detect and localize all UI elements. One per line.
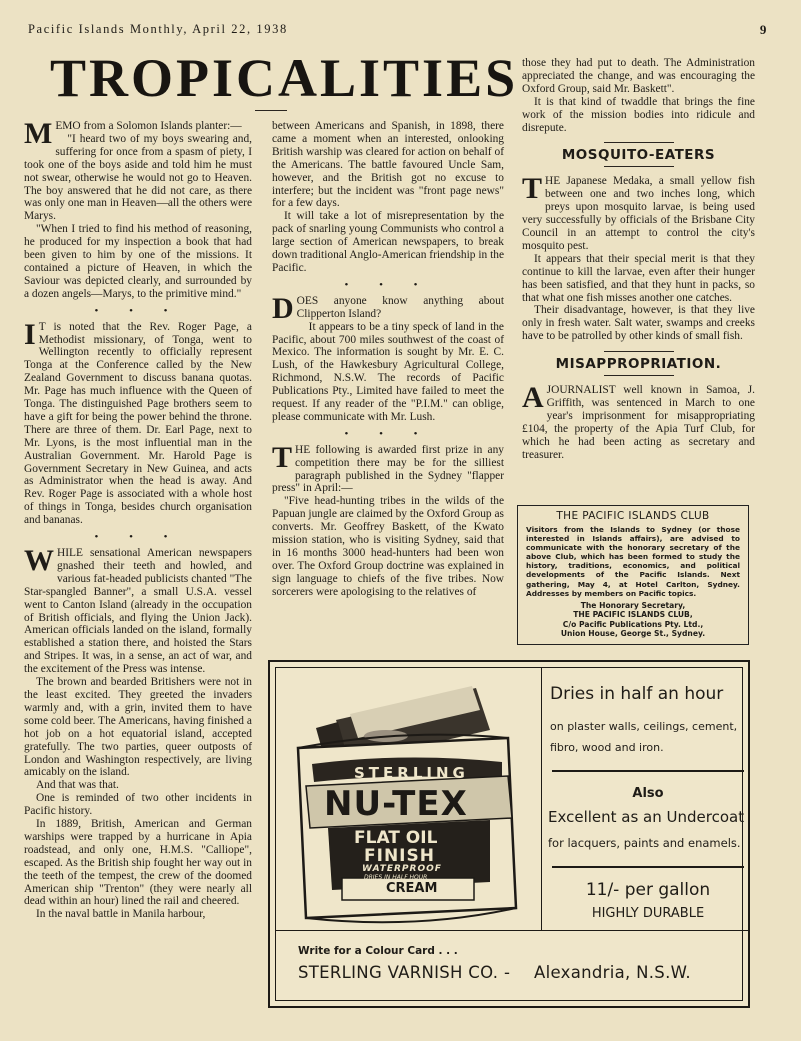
can-line-1: FLAT OIL [354,828,438,848]
column-1 [24,117,252,921]
paragraph: It appears to be a tiny speck of land in the Pacific, about 700 miles southwest of the coast of Mexico. The information is sought by Mr. E. C. Lush, of the Hawkesbury Agricultural College, Richmond, N.S.W. The records of Pacific Publications Pty., Limited have failed to meet the request. If any reader of the "P.I.M." can oblige, please communicate with Mr. Lush. [272,320,504,423]
club-title: THE PACIFIC ISLANDS CLUB [556,510,710,522]
ad-surfaces: on plaster walls, ceilings, cement, fibro, wood and iron. [550,720,738,754]
drop-cap: D [272,291,294,325]
section-separator: • • • [344,427,432,440]
section-separator: • • • [344,278,432,291]
paragraph: those they had put to death. The Administration appreciated the change, and was encouraging the Oxford Group, said Mr. Baskett". [522,57,755,95]
ad-write-line: Write for a Colour Card . . . [298,945,458,957]
can-line-4: DRIES IN HALF HOUR [364,874,428,881]
ad-address: Alexandria, N.S.W. [534,963,691,982]
running-header [28,22,768,42]
paragraph: In the naval battle in Manila harbour, [36,908,206,921]
paragraph: "Five head-hunting tribes in the wilds of the Papuan jungle are claimed by the Oxford Group as converts. Mr. Geoffrey Baskett, of the Kwato mission station, who is visiting Sydney, said that in 16 months 3000 head-hunters had been won over. The Oxford Group doctrine was explained in sign language to chiefs of the five tribes. Now sorcerers were apologising to the relatives of [272,495,504,598]
can-line-2: FINISH [364,846,435,866]
paragraph: I T is noted that the Rev. Roger Page, a Methodist missionary, of Tonga, went to Wellington recently to officially represent Tonga at the Conference called by the New Zealand Government to discuss banana quotas. Mr. Page has much influence with the Queen of Tonga. The distinguished Page brothers seem to have a gift for being the power behind the throne. There are three of them. Dr. Earl Page, next to Mr. Lyons, is the most influential man in the Australian Government. Mr. Harold Page is Government Secretary in New Guinea, and acts as Administrator when the head is away. And Rev. Roger Page is associated with a whole host of things in Tonga, besides church organisation and bananas. [24,317,252,527]
club-signature: The Honorary Secretary, THE PACIFIC ISLANDS CLUB, C/o Pacific Publications Pty. Ltd., Union House, George St., Sydney. [560,600,706,638]
paragraph: "I heard two of my boys swearing and, suffering for once from a spasm of piety, I took one of the boys aside and told him he must not swear, otherwise he would not go to Heaven. The boy answered that he did not care, as there was only one man in Heaven—all the others were Marys. [24,132,252,223]
section-separator: • • • [94,304,182,317]
paragraph: THE following is awarded first prize in any competition there may be for the silliest paragraph published in the Sydney "flapper press" in April:— [272,440,504,495]
paragraph: The brown and bearded Britishers were not in the least excited. They greeted the invaders warmly and, with a grin, invited them to have some cold beer. The Americans, having finished a hot job on a hot equatorial island, accepted gratefully. The two parties, queer outposts of London and Washington respectively, are living amicably on the island. [24,676,252,779]
column-2 [272,120,504,599]
paragraph: AJOURNALIST well known in Samoa, J. Griffith, was sentenced in March to one year's imprisonment for misappropriating £104, the property of the Apia Turf Club, for which he had been acting as secretary and treasurer. [522,381,755,461]
drop-cap: A [522,381,544,415]
divider [552,866,744,868]
paragraph: WHILE sensational American newspapers gnashed their teeth and howled, and various fat-headed publicists chanted "The Star-spangled Banner", a small U.S.A. vessel went to Canton Island (already in the occupation of British officials, and flying the Union Jack). American officials landed on the island, formally established a station there, and hoisted the Stars and Stripes. It was, in a sense, an act of war, and the excitement of the Press was intense. [24,544,252,676]
divider [552,770,744,772]
advertisement-frame [275,667,743,1001]
drop-cap: T [272,440,293,474]
paragraph: THE Japanese Medaka, a small yellow fish between one and two inches long, which preys upon mosquito larvae, is being used very successfully by officials of the Brisbane City Council in an attempt to control the city's mosquito pest. [522,172,755,252]
ad-headline: Dries in half an hour [550,684,724,704]
paragraph: In 1889, British, American and German warships were trapped by a hurricane in Apia roadstead, and only one, H.M.S. "Calliope", escaped. As the British ship fought her way out in the teeth of the tempest, the crew of the doomed American ship "Trenton" (they were nearly all dead within an hour) lined the rail and cheered. [24,818,252,908]
can-brand: STERLING [354,764,469,782]
paragraph: between Americans and Spanish, in 1898, there came a moment when an interested, onlooking British warship was cleared for action on behalf of the Americans. The battle favoured Uncle Sam, however, and the British got no excuse to interfere; but the incident was "front page news" for a few days. [272,120,504,210]
section-heading: MISAPPROPRIATION. [555,356,722,373]
ad-undercoat: Excellent as an Undercoat [548,808,745,826]
can-product: NU-TEX [324,784,468,824]
section-separator: • • • [94,531,182,544]
ad-also: Also [632,786,664,801]
paragraph: MEMO from a Solomon Islands planter:— [24,117,242,150]
paragraph: One is reminded of two other incidents in Pacific history. [24,792,252,818]
advertisement [268,660,750,1008]
drop-cap: M [24,117,53,150]
drop-cap: W [24,544,54,577]
ad-price: 11/- per gallon [585,880,711,900]
section-heading: MOSQUITO-EATERS [561,147,716,164]
drop-cap: T [522,172,543,206]
paragraph: Their disadvantage, however, is that they live only in fresh water. Salt water, swamps and creeks have to be patrolled by other kinds of small fish. [522,304,755,343]
can-colour: CREAM [386,881,438,896]
page-number: 9 [759,22,768,37]
paragraph: It will take a lot of misrepresentation by the pack of snarling young Communists who control a large section of American newspapers, to break down traditional Anglo-American friendship in the Pacific. [272,210,504,274]
paragraph: DOES anyone know anything about Clipperton Island? [272,291,504,325]
paragraph: It appears that their special merit is that they continue to kill the larvae, even after their hunger has been satisfied, and that they hunt in packs, so that what one fish misses another one catches. [522,252,755,304]
drop-cap: I [24,317,36,351]
paragraph: "When I tried to find his method of reasoning, he produced for my inspection a book that had been given to him by one of the missions. It contained a picture of Heaven, in which the Saviour was depicted clearly, and surrounded by a dozen angels—Marys, to the primitive mind." [24,223,252,300]
divider [255,110,287,111]
ad-durable: HIGHLY DURABLE [591,906,705,921]
column-3 [522,57,755,461]
ad-company: STERLING VARNISH CO. [298,963,499,982]
divider [604,351,674,352]
club-body: Visitors from the Islands to Sydney (or those interested in Islands affairs), are advised to communicate with the honorary secretary of the above Club, which has been formed to study the history, traditions, economics, and political developments of the Pacific Islands. Next gathering, May 4, at Hotel Carlton, Sydney. Addresses by members on Pacific topics. [526,525,740,598]
ad-dash: - [504,963,510,982]
divider [604,166,674,167]
ad-lacquers: for lacquers, paints and enamels. [548,836,741,850]
ad-footer [276,930,748,1007]
ad-copy [541,668,754,930]
divider [604,375,674,376]
masthead-title: TROPICALITIES [50,48,519,108]
can-line-3: WATERPROOF [362,864,442,874]
divider [604,142,674,143]
club-notice-box [517,505,749,645]
paragraph: And that was that. [36,779,119,792]
running-title: Pacific Islands Monthly, April 22, 1938 [28,22,288,36]
paragraph: It is that kind of twaddle that brings the fine work of the mission bodies into ridicule and disrepute. [522,95,755,134]
